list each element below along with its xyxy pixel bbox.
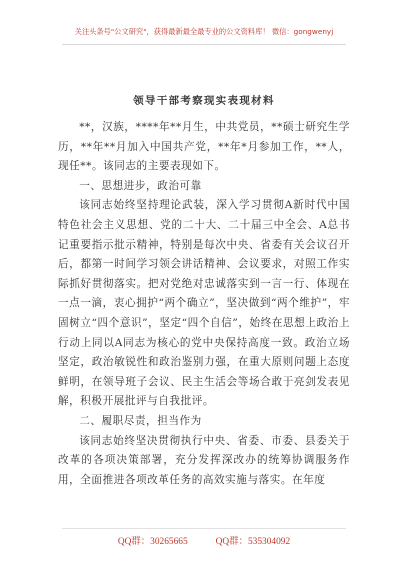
section-1-paragraph: 该同志始终坚持理论武装，深入学习贯彻A新时代中国特色社会主义思想、党的二十大、二十届三中全会、A总书记重要指示批示精神，特别是每次中央、省委有关会议召开后，都第一时间学习领会讲话精神、会议要求，对照工作实际抓好贯彻落实。把对党绝对忠诚落实到一言一行、体现在一点一滴，衷心拥护“两个确立”，坚决做到“两个维护”，牢固树立“四个意识”，坚定“四个自信”，始终在思想上政治上行动上同以A同志为核心的党中央保持高度一致。政治立场坚定，政治敏锐性和政治鉴别力强，在重大原则问题上态度鲜明，在领导班子会议、民主生活会等场合敢于亮剑发表见解，积极开展批评与自我批评。: [58, 199, 350, 408]
header-divider: [62, 44, 346, 45]
footer: [0, 533, 408, 547]
footer-divider: [62, 528, 346, 529]
section-2-paragraph: 该同志始终坚决贯彻执行中央、省委、市委、县委关于改革的各项决策部署，充分发挥深改办的统筹协调服务作用，全面推进各项改革任务的高效实施与落实。在年度: [58, 434, 350, 486]
document-title: 领导干部考察现实表现材料: [133, 95, 275, 107]
header-banner: 关注头条号"公文研究"，获得最新最全最专业的公文资料库！ 微信：gongwenyj: [74, 27, 334, 36]
document-body: [58, 118, 350, 490]
intro-paragraph: **，汉族，****年**月生，中共党员，**硕士研究生学历，**年**月加入中国共产党，**年*月参加工作，**人，现任**。该同志的主要表现如下。: [58, 121, 350, 173]
section-heading-1: 一、思想进步，政治可靠: [79, 179, 202, 192]
footer-qq-group-1: QQ群：30265665: [117, 537, 188, 547]
footer-qq-group-2: QQ群：535304092: [215, 537, 291, 547]
section-heading-2: 二、履职尽责，担当作为: [79, 414, 202, 427]
